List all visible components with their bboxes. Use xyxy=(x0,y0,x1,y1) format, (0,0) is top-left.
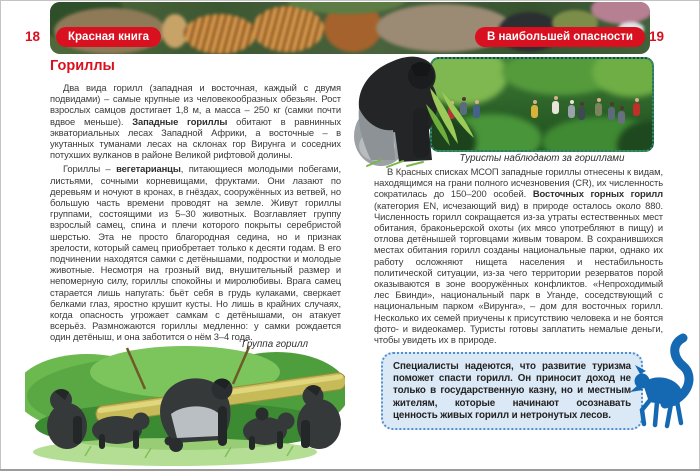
paragraph-text: , питающиеся молодыми побегами, листьями, сочными корневищами, фруктами. Они лазают по деревьям и ночуют в кронах, в гнёздах, сооружённых из ветвей, но большую часть времени проводят на земле. Живут гориллы группами, состоящими из 5–30 животных. Возглавляет группу взрослый самец, спина и плечи которого покрыты серебристой шерстью. Эта не просто благородная седина, но и признак зрелости, который самец приобретает только к десяти годам. В его подчинении находятся самки с детёнышами, подростки и молодые животные. Несмотря на грозный вид, внушительный размер и непомерную силу, гориллы спокойны и миролюбивы. Врага самец старается лишь напугать: бьёт себя в грудь кулаками, сверкает белками глаз, яростно крушит кусты. Но лишь в крайних случаях, когда опасность угрожает самкам с детёнышами, он атакует всерьёз. Размножаются гориллы медленно: у самки рождается один детёныш, и она заботится о нём 3–4 года. xyxy=(50,163,342,343)
tourist-figure xyxy=(568,100,575,118)
left-column xyxy=(50,58,341,346)
paragraph-text: В Красных списках МСОП западные гориллы отнесены к видам, находящимся на грани полного исчезновения (CR), их численность сократилась до 150–200 особей. xyxy=(374,166,663,200)
lemur-mascot-icon xyxy=(629,330,700,434)
tourist-figure xyxy=(578,102,585,120)
left-paragraph-2 xyxy=(50,163,341,342)
right-paragraph xyxy=(374,166,663,345)
section-tag-right: В наибольшей опасности xyxy=(475,27,645,47)
bold-term: Восточных горных горилл xyxy=(532,188,663,200)
page-number-left: 18 xyxy=(25,29,41,44)
tourist-figure xyxy=(531,100,538,118)
tourist-figure xyxy=(633,98,640,116)
left-paragraph-1 xyxy=(50,82,341,160)
tourist-figure xyxy=(552,96,559,114)
tiger-blob xyxy=(184,14,256,54)
paragraph-text: обитают в равнинных экваториальных лесах Западной Африки, а восточные – в укутанных туманами лесах на склонах гор Вирунга и соседних потухших вулканов в районе Великой рифтовой долины. xyxy=(50,115,341,161)
paragraph-text: Гориллы – xyxy=(63,163,117,175)
section-tag-left: Красная книга xyxy=(56,27,161,47)
article-title: Гориллы xyxy=(50,58,115,74)
paragraph-text: (категория EN, исчезающий вид) в природе осталось около 880. Численность горилл сокращается из-за утраты естественных мест обитания, браконьерской охоты (их мясо употребляют в пищу) и отлова детёнышей торговцами живым товаром. В сохранившихся местах обитания горилл созданы национальные парки, однако их работу осложняют нищета населения и нестабильность политической ситуации, из-за чего территории резерватов порой оказываются в зоне вооружённых конфликтов. «Непроходимый лес Бвинди», национальный парк в Уганде, соседствующий с национальным парком «Вирунга», – дом для восточных горилл. Несколько их семей приучены к присутствию человека и не боятся фото- и видеокамер. Туристы готовы заплатить немалые деньги, чтобы увидеть их в природе. xyxy=(374,199,663,346)
jungle-foliage xyxy=(592,57,654,97)
info-box-text: Специалисты надеются, что развитие туризма поможет спасти горилл. Он приносит доход не только в государственную казну, но и местным жителям, которые начинают осознавать ценность живых горилл и нетронутых лесов. xyxy=(393,361,631,421)
bold-term: Западные гориллы xyxy=(132,115,228,127)
foreground-leaves xyxy=(424,86,482,152)
tourist-figure xyxy=(608,102,615,120)
flowers-blob xyxy=(591,2,650,24)
right-column xyxy=(374,166,663,348)
info-box xyxy=(381,352,643,430)
gorilla-group-caption: Группа горилл xyxy=(242,339,308,350)
tourist-figure xyxy=(595,98,602,116)
bold-term: вегетарианцы xyxy=(116,163,181,175)
paragraph-text: Два вида горилл (западная и восточная, каждый с двумя подвидами) – самые крупные из человекообразных обезьян. Рост взрослых самцов достигает 1,8 м, а масса – 250 кг (самки почти вдвое меньше). xyxy=(50,82,341,127)
tiger-blob xyxy=(252,6,324,52)
gorilla-group-illustration xyxy=(25,344,345,469)
tourist-figure xyxy=(618,106,625,124)
page-number-right: 19 xyxy=(649,29,665,44)
tourists-photo-caption: Туристы наблюдают за гориллами xyxy=(459,153,625,164)
